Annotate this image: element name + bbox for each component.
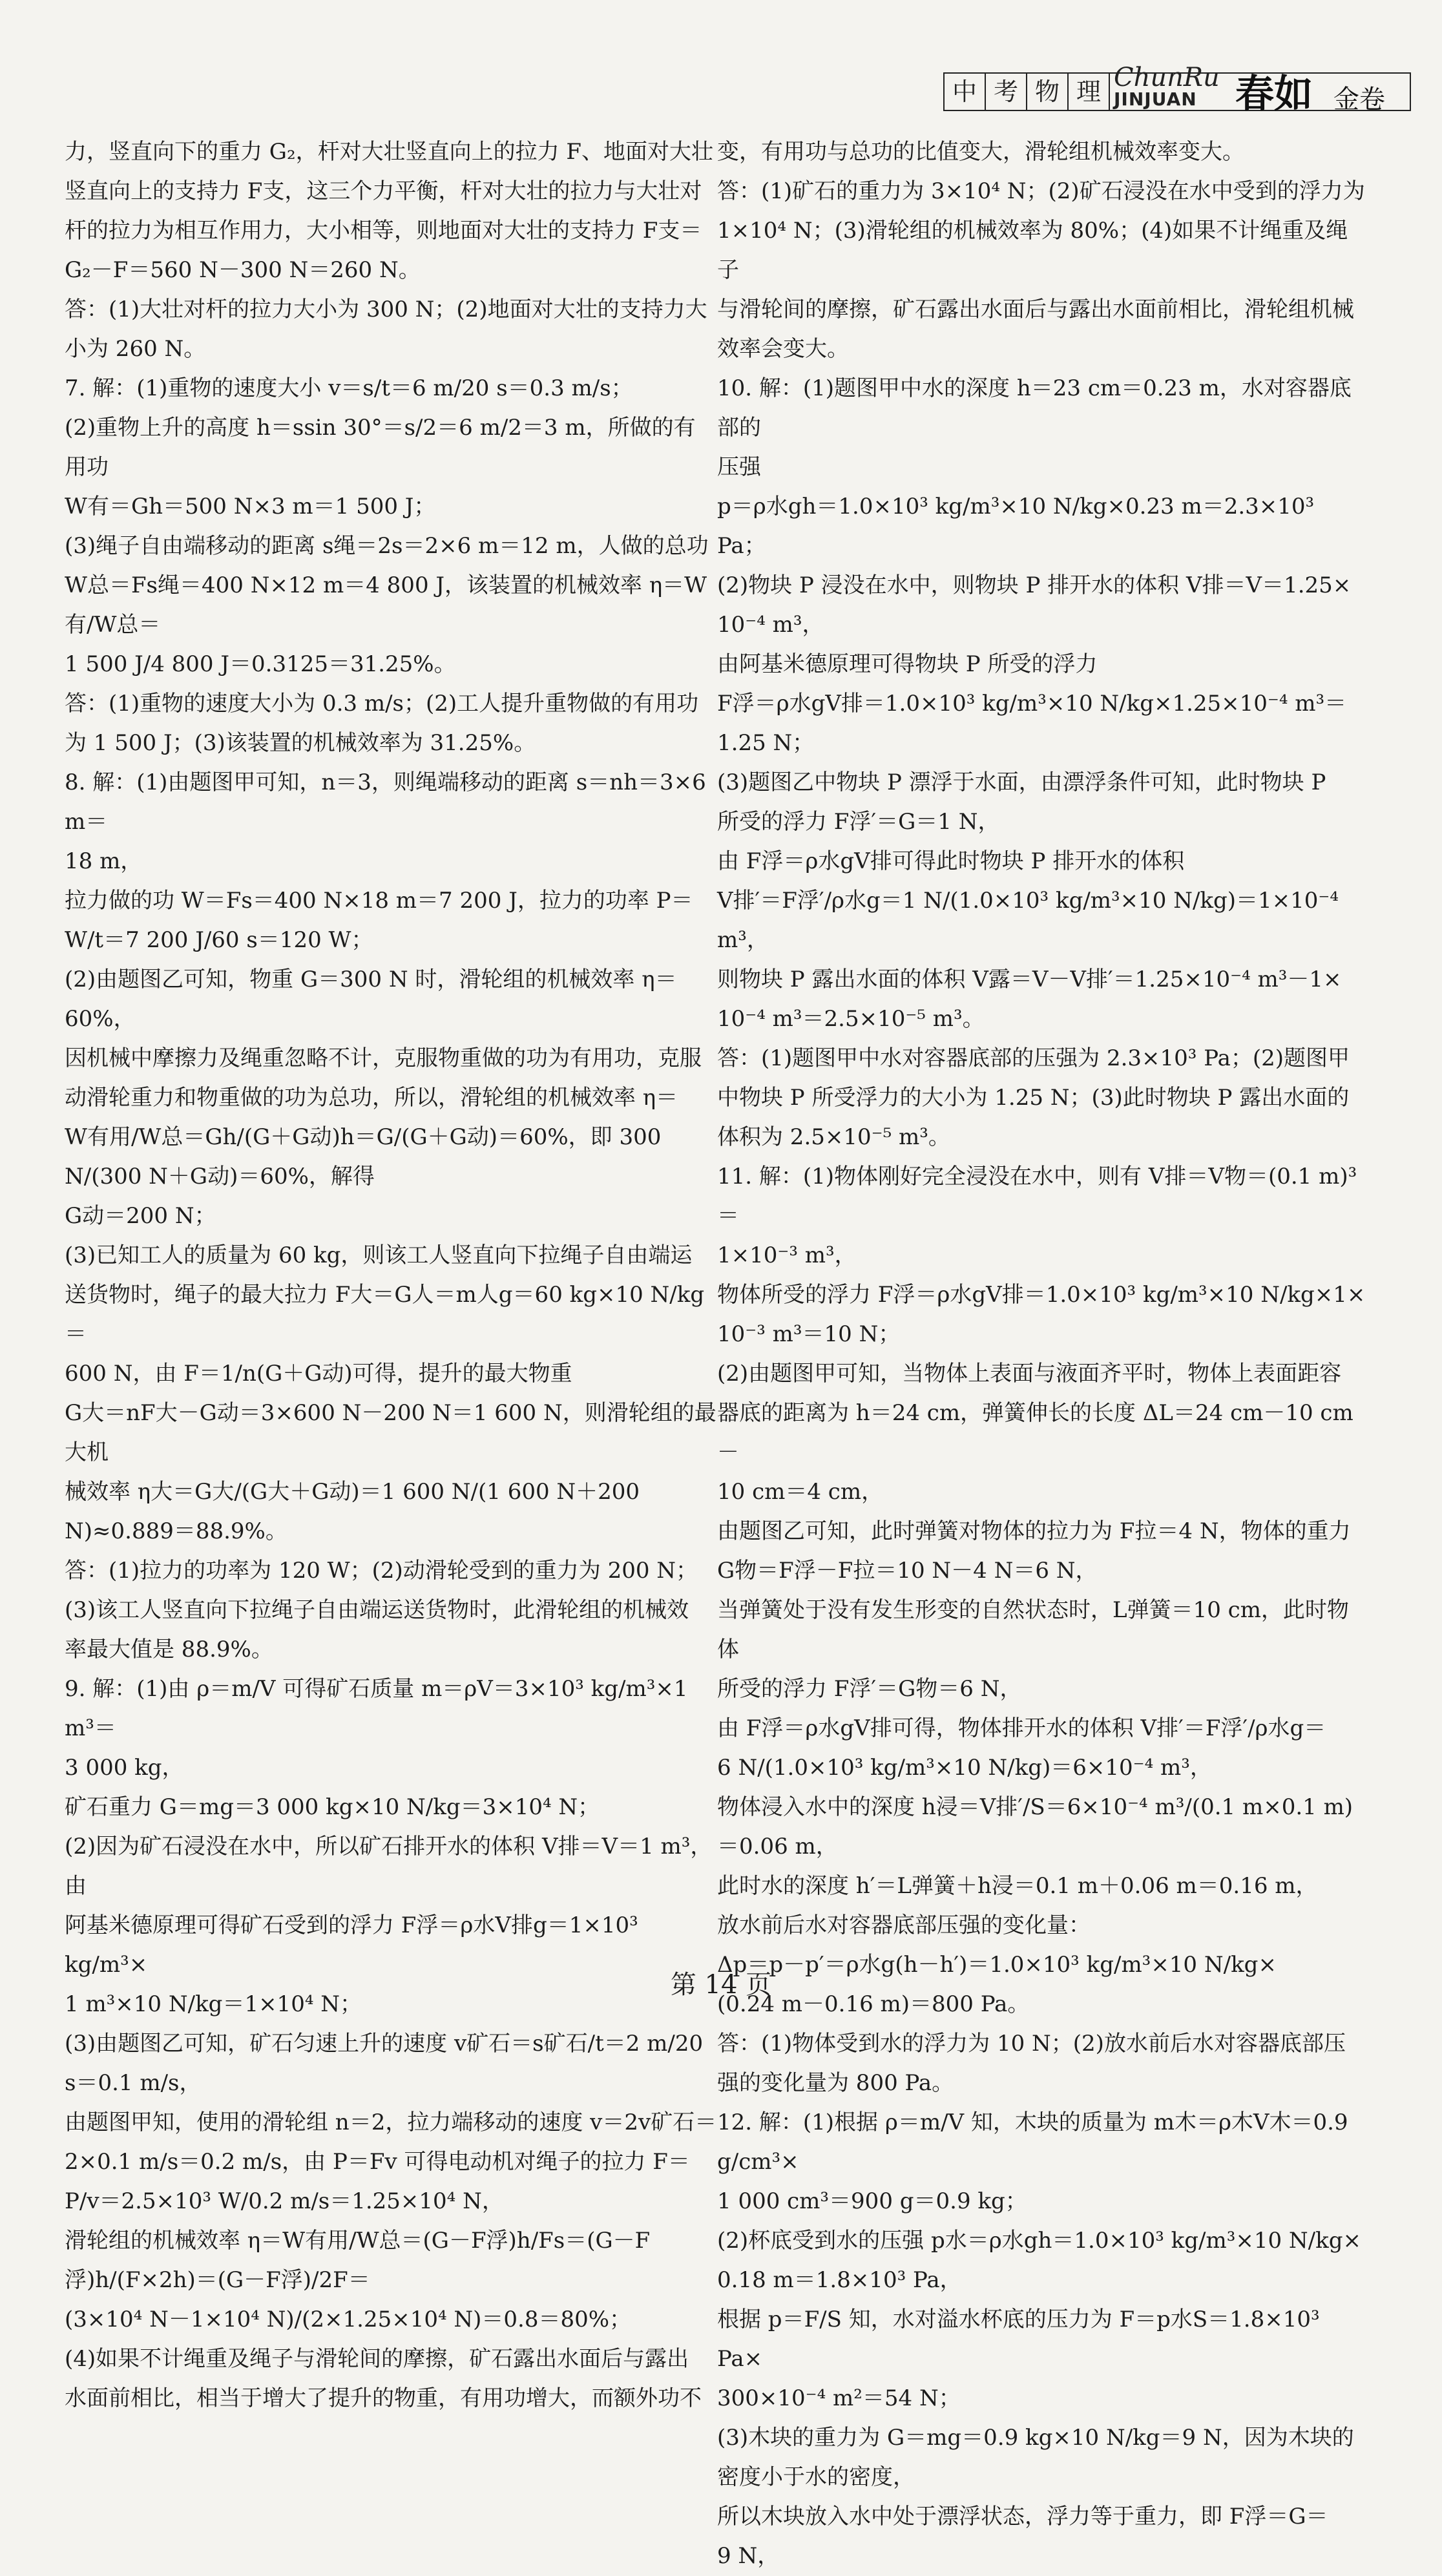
- text-line: 为 1 500 J；(3)该装置的机械效率为 31.25%。: [65, 730, 536, 756]
- text-line: 300×10⁻⁴ m²＝54 N；: [717, 2385, 961, 2411]
- text-line: 1 500 J/4 800 J＝0.3125＝31.25%。: [65, 651, 456, 677]
- text-line: 12. 解：(1)根据 ρ＝m/V 知，木块的质量为 m木＝ρ木V木＝0.9 g/cm³×: [717, 2110, 1348, 2175]
- text-line: 18 m，: [65, 848, 143, 874]
- text-line: F浮＝ρ水gV排＝1.0×10³ kg/m³×10 N/kg×1.25×10⁻⁴ m³＝: [717, 691, 1347, 717]
- header-char: 理: [1069, 74, 1110, 110]
- text-line: 送货物时，绳子的最大拉力 F大＝G人＝m人g＝60 kg×10 N/kg＝: [65, 1282, 705, 1347]
- text-line: W总＝Fs绳＝400 N×12 m＝4 800 J，该装置的机械效率 η＝W有/W总＝: [65, 572, 707, 638]
- brand-en-bottom: JINJUAN: [1114, 89, 1197, 110]
- text-line: 滑轮组的机械效率 η＝W有用/W总＝(G－F浮)h/Fs＝(G－F浮)h/(F×2h)＝(G－F浮)/2F＝: [65, 2228, 651, 2293]
- text-line: G₂－F＝560 N－300 N＝260 N。: [65, 257, 421, 283]
- header-char: 考: [986, 74, 1027, 110]
- text-line: 8. 解：(1)由题图甲可知，n＝3，则绳端移动的距离 s＝nh＝3×6 m＝: [65, 770, 706, 835]
- text-line: 率最大值是 88.9%。: [65, 1637, 273, 1662]
- text-line: 答：(1)题图甲中水对容器底部的压强为 2.3×10³ Pa；(2)题图甲: [717, 1045, 1350, 1071]
- brand-cn-suffix: 金卷: [1333, 85, 1385, 114]
- text-line: 中物块 P 所受浮力的大小为 1.25 N；(3)此时物块 P 露出水面的: [717, 1085, 1350, 1111]
- text-line: 10. 解：(1)题图甲中水的深度 h＝23 cm＝0.23 m，水对容器底部的: [717, 375, 1352, 441]
- text-line: 拉力做的功 W＝Fs＝400 N×18 m＝7 200 J，拉力的功率 P＝: [65, 888, 693, 914]
- text-line: 11. 解：(1)物体刚好完全浸没在水中，则有 V排＝V物＝(0.1 m)³＝: [717, 1164, 1357, 1229]
- text-line: 压强: [717, 454, 761, 480]
- text-line: 答：(1)矿石的重力为 3×10⁴ N；(2)矿石浸没在水中受到的浮力为: [717, 178, 1365, 204]
- text-line: 物体所受的浮力 F浮＝ρ水gV排＝1.0×10³ kg/m³×10 N/kg×1×: [717, 1282, 1366, 1308]
- text-line: G动＝200 N；: [65, 1203, 216, 1229]
- text-line: 械效率 η大＝G大/(G大＋G动)＝1 600 N/(1 600 N＋200 N)≈0.889＝88.9%。: [65, 1479, 640, 1544]
- text-line: 物体浸入水中的深度 h浸＝V排′/S＝6×10⁻⁴ m³/(0.1 m×0.1 m)＝0.06 m，: [717, 1794, 1353, 1859]
- text-line: (3)木块的重力为 G＝mg＝0.9 kg×10 N/kg＝9 N，因为木块的: [717, 2425, 1354, 2451]
- text-line: 阿基米德原理可得矿石受到的浮力 F浮＝ρ水V排g＝1×10³ kg/m³×: [65, 1912, 638, 1978]
- text-line: 60%，: [65, 1006, 136, 1032]
- text-line: 此时水的深度 h′＝L弹簧＋h浸＝0.1 m＋0.06 m＝0.16 m，: [717, 1873, 1318, 1899]
- text-line: 所以木块放入水中处于漂浮状态，浮力等于重力，即 F浮＝G＝: [717, 2504, 1328, 2529]
- text-line: 效率会变大。: [717, 336, 849, 362]
- text-line: G大＝nF大－G动＝3×600 N－200 N＝1 600 N，则滑轮组的最大机: [65, 1400, 716, 1465]
- text-line: W/t＝7 200 J/60 s＝120 W；: [65, 927, 373, 953]
- text-line: 与滑轮间的摩擦，矿石露出水面后与露出水面前相比，滑轮组机械: [717, 297, 1354, 322]
- text-line: 小为 260 N。: [65, 336, 206, 362]
- text-line: 强的变化量为 800 Pa。: [717, 2070, 954, 2096]
- text-line: 根据 p＝F/S 知，水对溢水杯底的压力为 F＝p水S＝1.8×10³ Pa×: [717, 2307, 1320, 2372]
- text-line: 当弹簧处于没有发生形变的自然状态时，L弹簧＝10 cm，此时物体: [717, 1597, 1349, 1662]
- text-line: (2)由题图乙可知，物重 G＝300 N 时，滑轮组的机械效率 η＝: [65, 967, 677, 992]
- text-line: 动滑轮重力和物重做的功为总功，所以，滑轮组的机械效率 η＝: [65, 1085, 678, 1111]
- text-line: 水面前相比，相当于增大了提升的物重，有用功增大，而额外功不: [65, 2385, 702, 2411]
- text-line: 600 N，由 F＝1/n(G＋G动)可得，提升的最大物重: [65, 1361, 572, 1387]
- brand-en-top: ChunRu: [1114, 63, 1220, 92]
- text-line: 1 m³×10 N/kg＝1×10⁴ N；: [65, 1991, 362, 2017]
- header-char: 物: [1027, 74, 1069, 110]
- text-line: 密度小于水的密度，: [717, 2464, 915, 2490]
- text-line: 10⁻⁴ m³＝2.5×10⁻⁵ m³。: [717, 1006, 985, 1032]
- text-line: P/v＝2.5×10³ W/0.2 m/s＝1.25×10⁴ N，: [65, 2188, 504, 2214]
- text-line: 10 cm＝4 cm，: [717, 1479, 884, 1505]
- text-line: 器底的距离为 h＝24 cm，弹簧伸长的长度 ΔL＝24 cm－10 cm－: [717, 1400, 1353, 1465]
- text-line: 10⁻⁴ m³，: [717, 612, 824, 638]
- page-number: 第 14 页: [670, 1970, 772, 2000]
- text-line: 由 F浮＝ρ水gV排可得此时物块 P 排开水的体积: [717, 848, 1185, 874]
- text-line: 所受的浮力 F浮′＝G＝1 N，: [717, 809, 1000, 835]
- text-line: 9 N，: [717, 2543, 780, 2569]
- text-line: 由题图乙可知，此时弹簧对物体的拉力为 F拉＝4 N，物体的重力: [717, 1518, 1351, 1544]
- text-line: (4)如果不计绳重及绳子与滑轮间的摩擦，矿石露出水面后与露出: [65, 2346, 689, 2372]
- text-line: (3)绳子自由端移动的距离 s绳＝2s＝2×6 m＝12 m，人做的总功: [65, 533, 709, 559]
- text-line: (2)杯底受到水的压强 p水＝ρ水gh＝1.0×10³ kg/m³×10 N/kg×: [717, 2228, 1361, 2254]
- text-line: V排′＝F浮′/ρ水g＝1 N/(1.0×10³ kg/m³×10 N/kg)＝1×10⁻⁴ m³，: [717, 888, 1339, 953]
- text-line: 6 N/(1.0×10³ kg/m³×10 N/kg)＝6×10⁻⁴ m³，: [717, 1755, 1212, 1781]
- text-line: 9. 解：(1)由 ρ＝m/V 可得矿石质量 m＝ρV＝3×10³ kg/m³×1 m³＝: [65, 1676, 688, 1741]
- text-line: 体积为 2.5×10⁻⁵ m³。: [717, 1124, 950, 1150]
- text-line: 答：(1)物体受到水的浮力为 10 N；(2)放水前后水对容器底部压: [717, 2031, 1346, 2057]
- text-line: 因机械中摩擦力及绳重忽略不计，克服物重做的功为有用功，克服: [65, 1045, 702, 1071]
- text-line: 答：(1)大壮对杆的拉力大小为 300 N；(2)地面对大壮的支持力大: [65, 297, 707, 322]
- text-line: 则物块 P 露出水面的体积 V露＝V－V排′＝1.25×10⁻⁴ m³－1×: [717, 967, 1342, 992]
- text-line: 竖直向上的支持力 F支，这三个力平衡，杆对大壮的拉力与大壮对: [65, 178, 702, 204]
- text-line: 所受的浮力 F浮′＝G物＝6 N，: [717, 1676, 1022, 1702]
- text-line: (2)因为矿石浸没在水中，所以矿石排开水的体积 V排＝V＝1 m³，由: [65, 1834, 713, 1899]
- text-line: 变，有用功与总功的比值变大，滑轮组机械效率变大。: [717, 139, 1244, 165]
- text-line: (2)物块 P 浸没在水中，则物块 P 排开水的体积 V排＝V＝1.25×: [717, 572, 1352, 598]
- text-line: 1×10⁻³ m³，: [717, 1242, 857, 1268]
- text-line: 由题图甲知，使用的滑轮组 n＝2，拉力端移动的速度 v＝2v矿石＝: [65, 2110, 717, 2135]
- left-column: [65, 132, 717, 2418]
- text-line: (2)重物上升的高度 h＝ssin 30°＝s/2＝6 m/2＝3 m，所做的有用功: [65, 415, 696, 480]
- text-line: 1 000 cm³＝900 g＝0.9 kg；: [717, 2188, 1027, 2214]
- text-line: 放水前后水对容器底部压强的变化量：: [717, 1912, 1091, 1938]
- text-line: 答：(1)重物的速度大小为 0.3 m/s；(2)工人提升重物做的有用功: [65, 691, 699, 717]
- text-line: 1×10⁴ N；(3)滑轮组的机械效率为 80%；(4)如果不计绳重及绳子: [717, 218, 1348, 283]
- text-line: W有用/W总＝Gh/(G＋G动)h＝G/(G＋G动)＝60%，即 300 N/(300 N＋G动)＝60%，解得: [65, 1124, 662, 1189]
- brand-cn: 春如: [1235, 72, 1313, 117]
- text-line: 10⁻³ m³＝10 N；: [717, 1321, 901, 1347]
- text-line: (0.24 m－0.16 m)＝800 Pa。: [717, 1991, 1030, 2017]
- text-line: (3)题图乙中物块 P 漂浮于水面，由漂浮条件可知，此时物块 P: [717, 770, 1326, 795]
- text-line: 由阿基米德原理可得物块 P 所受的浮力: [717, 651, 1098, 677]
- text-line: (3×10⁴ N－1×10⁴ N)/(2×1.25×10⁴ N)＝0.8＝80%；: [65, 2307, 632, 2332]
- text-line: 7. 解：(1)重物的速度大小 v＝s/t＝6 m/20 s＝0.3 m/s；: [65, 375, 633, 401]
- text-line: 3 000 kg，: [65, 1755, 184, 1781]
- text-line: (3)该工人竖直向下拉绳子自由端运送货物时，此滑轮组的机械效: [65, 1597, 689, 1623]
- right-column: [717, 132, 1370, 2576]
- text-line: 力，竖直向下的重力 G₂，杆对大壮竖直向上的拉力 F、地面对大壮: [65, 139, 713, 165]
- text-line: p＝ρ水gh＝1.0×10³ kg/m³×10 N/kg×0.23 m＝2.3×10³ Pa；: [717, 494, 1315, 559]
- text-line: Δp＝p－p′＝ρ水g(h－h′)＝1.0×10³ kg/m³×10 N/kg×: [717, 1952, 1277, 1978]
- text-line: W有＝Gh＝500 N×3 m＝1 500 J；: [65, 494, 436, 519]
- text-line: (2)由题图甲可知，当物体上表面与液面齐平时，物体上表面距容: [717, 1361, 1342, 1387]
- text-line: (3)已知工人的质量为 60 kg，则该工人竖直向下拉绳子自由端运: [65, 1242, 693, 1268]
- text-line: G物＝F浮－F拉＝10 N－4 N＝6 N，: [717, 1558, 1098, 1584]
- text-line: (3)由题图乙可知，矿石匀速上升的速度 v矿石＝s矿石/t＝2 m/20 s＝0.1 m/s，: [65, 2031, 704, 2096]
- text-line: 2×0.1 m/s＝0.2 m/s，由 P＝Fv 可得电动机对绳子的拉力 F＝: [65, 2149, 690, 2175]
- text-line: 1.25 N；: [717, 730, 815, 756]
- text-line: 答：(1)拉力的功率为 120 W；(2)动滑轮受到的重力为 200 N；: [65, 1558, 698, 1584]
- brand-logo: [1114, 65, 1230, 116]
- text-line: 0.18 m＝1.8×10³ Pa，: [717, 2267, 962, 2293]
- text-line: 杆的拉力为相互作用力，大小相等，则地面对大壮的支持力 F支＝: [65, 218, 702, 244]
- header-char: 中: [945, 74, 986, 110]
- text-line: 矿石重力 G＝mg＝3 000 kg×10 N/kg＝3×10⁴ N；: [65, 1794, 600, 1820]
- text-line: 由 F浮＝ρ水gV排可得，物体排开水的体积 V排′＝F浮′/ρ水g＝: [717, 1715, 1326, 1741]
